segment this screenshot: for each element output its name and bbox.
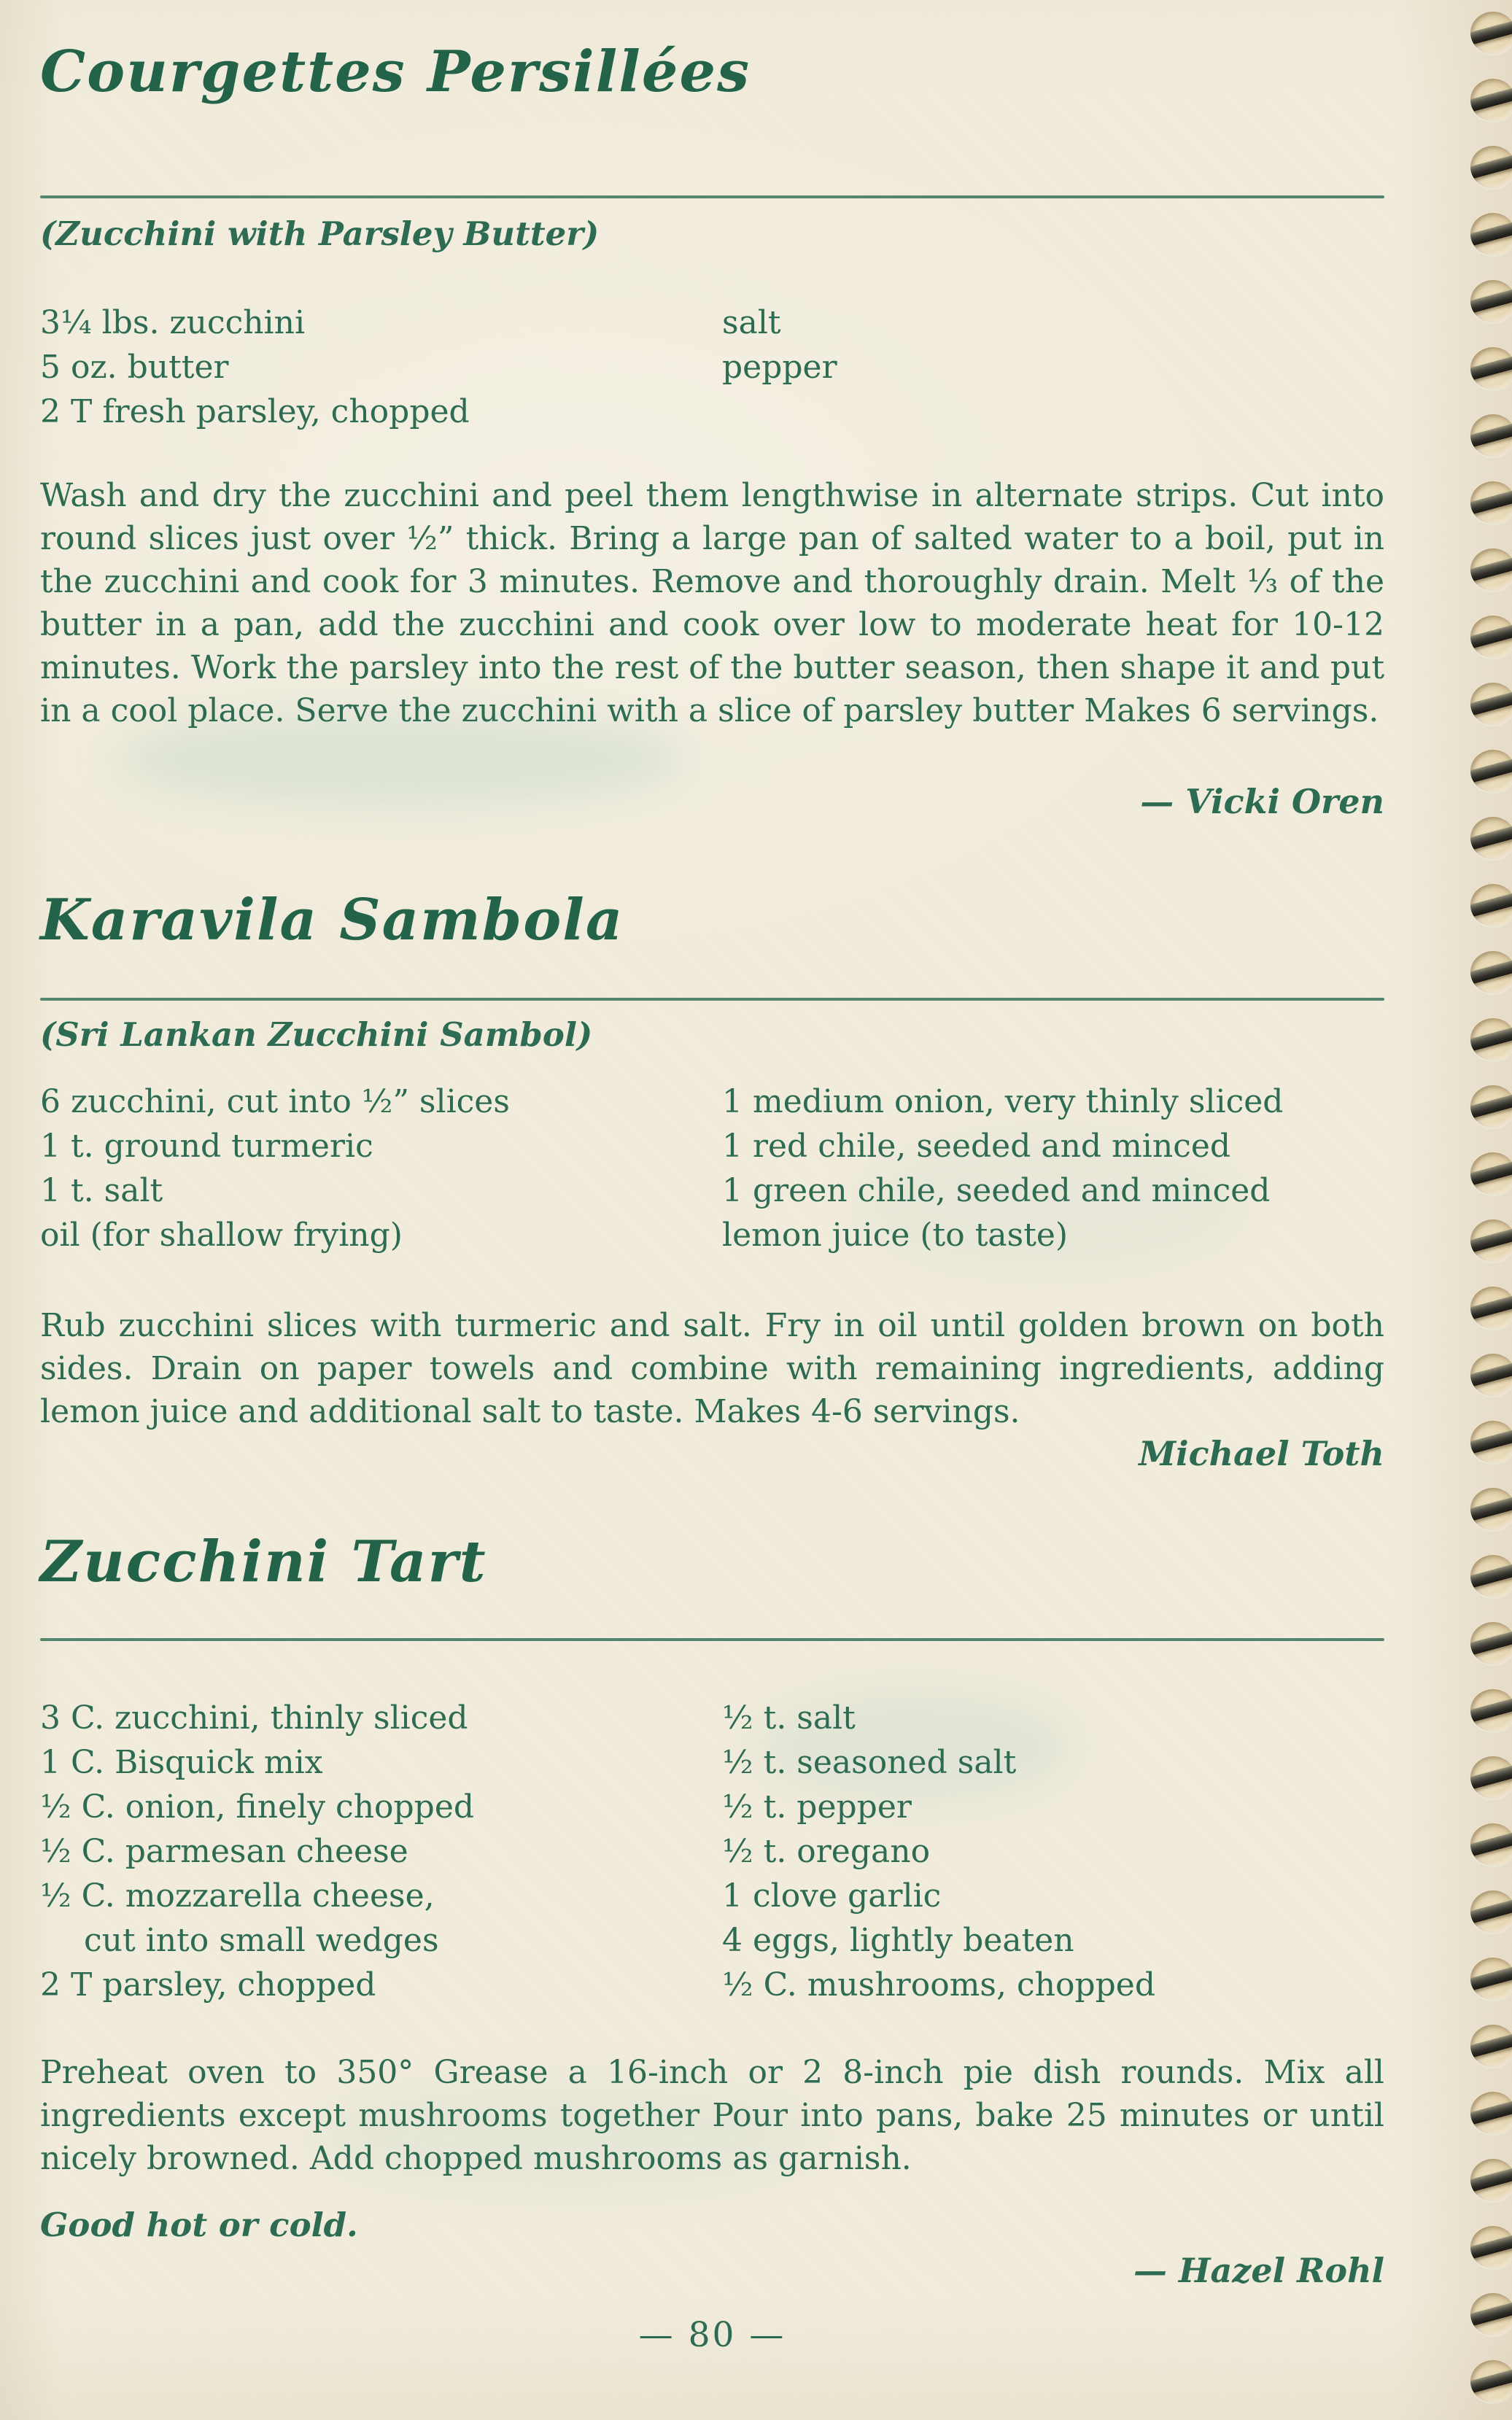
ingredient-line: 1 clove garlic [722,1877,942,1915]
recipe-2-attribution: Michael Toth [1139,1434,1384,1473]
binding-hole [1470,817,1512,859]
spiral-wire [1470,555,1512,583]
binding-hole [1470,750,1512,792]
ingredient-line: lemon juice (to taste) [722,1217,1069,1254]
ingredient-line: 1 red chile, seeded and minced [722,1128,1231,1165]
ingredient-line: 3¼ lbs. zucchini [40,304,306,341]
ingredient-line: ½ t. seasoned salt [722,1744,1017,1781]
spiral-wire [1470,2098,1512,2126]
spiral-wire [1470,1159,1512,1187]
spiral-wire [1470,1494,1512,1522]
recipe-1-title: Courgettes Persillées [40,39,751,105]
ingredient-line: oil (for shallow frying) [40,1217,403,1254]
recipe-2-ingredients-left-column [40,1079,722,1257]
spiral-wire [1470,1360,1512,1388]
spiral-wire [1470,488,1512,516]
binding-hole [1470,2159,1512,2201]
spiral-wire [1470,2300,1512,2327]
spiral-wire [1470,1696,1512,1723]
binding-hole [1470,2092,1512,2134]
binding-hole [1470,280,1512,322]
ingredient-line: 5 oz. butter [40,349,229,386]
binding-hole [1470,2025,1512,2067]
ingredient-line: ½ t. pepper [722,1788,912,1826]
recipe-2-ingredients-right-column [722,1079,1384,1257]
spiral-wire [1470,2233,1512,2260]
spiral-wire [1470,689,1512,717]
ingredient-line: pepper [722,349,837,386]
spiral-wire [1470,287,1512,314]
spiral-wire [1470,1092,1512,1120]
binding-hole [1470,213,1512,255]
page-number: — 80 — [638,2315,786,2355]
binding-hole [1470,1152,1512,1195]
binding-hole [1470,1890,1512,1933]
ingredient-line: ½ C. mushrooms, chopped [722,1966,1155,2004]
binding-hole [1470,951,1512,993]
binding-hole [1470,1756,1512,1799]
spiral-wire [1470,1562,1512,1589]
spiral-wire [1470,1763,1512,1791]
binding-hole [1470,79,1512,121]
recipe-3-divider-rule [40,1638,1384,1641]
binding-hole [1470,2360,1512,2402]
ingredient-line: 2 T parsley, chopped [40,1966,376,2004]
spiral-wire [1470,1629,1512,1656]
binding-hole [1470,2293,1512,2335]
ingredient-line: ½ t. salt [722,1699,856,1737]
recipe-1-instructions: Wash and dry the zucchini and peel them lengthwise in alternate strips. Cut into round slices just over ½” thick. Bring a large pan of salted water to a boil, put in the zucchini and cook for 3 minutes. Remove and thoroughly drain. Melt ⅓ of the butter in a pan, add the zucchini and cook over low to moderate heat for 10-12 minutes. Work the parsley into the rest of the butter season, then shape it and put in a cool place. Serve the zucchini with a slice of parsley butter Makes 6 servings. [40,477,1384,729]
ingredient-line: 3 C. zucchini, thinly sliced [40,1699,468,1737]
recipe-3-ingredients-right-column [722,1696,1384,2007]
ingredient-line: salt [722,304,781,341]
spiral-wire [1470,1427,1512,1455]
binding-hole [1470,1219,1512,1262]
binding-hole [1470,1555,1512,1597]
spiral-wire [1470,756,1512,784]
recipe-1-subtitle: (Zucchini with Parsley Butter) [40,214,600,253]
binding-hole [1470,1622,1512,1664]
spiral-wire [1470,1226,1512,1254]
spiral-wire [1470,1293,1512,1321]
binding-hole [1470,481,1512,524]
ingredient-line-continuation: cut into small wedges [84,1922,439,1959]
spiral-wire [1470,2031,1512,2059]
ingredient-line: 2 T fresh parsley, chopped [40,393,470,430]
recipe-1-ingredients [40,300,1384,434]
spiral-wire [1470,1830,1512,1858]
binding-hole [1470,414,1512,457]
recipe-3-ingredients-left-column [40,1696,722,2007]
recipe-2-divider-rule [40,998,1384,1001]
recipe-2-ingredients [40,1079,1384,1257]
recipe-1-ingredients-left-column [40,300,722,434]
page-edge-shading [1403,0,1512,2420]
binding-hole [1470,1421,1512,1463]
spiral-wire [1470,891,1512,918]
ingredient-line: 6 zucchini, cut into ½” slices [40,1083,510,1120]
ingredient-line: 1 C. Bisquick mix [40,1744,323,1781]
spiral-wire [1470,2165,1512,2193]
ingredient-line: ½ C. onion, finely chopped [40,1788,475,1826]
spiral-wire [1470,18,1512,46]
recipe-3-ingredients [40,1696,1384,2007]
binding-hole [1470,616,1512,658]
binding-hole [1470,1018,1512,1060]
binding-hole [1470,1354,1512,1396]
ingredient-line: 1 green chile, seeded and minced [722,1172,1271,1209]
ingredient-line: 1 t. ground turmeric [40,1128,373,1165]
binding-hole [1470,2226,1512,2268]
spiral-wire [1470,1025,1512,1052]
binding-hole [1470,548,1512,591]
ingredient-line: ½ C. mozzarella cheese, [40,1877,435,1915]
ingredient-line: ½ C. parmesan cheese [40,1833,408,1870]
binding-hole [1470,884,1512,926]
recipe-3-title: Zucchini Tart [40,1529,487,1595]
spiral-wire [1470,85,1512,113]
binding-hole [1470,1689,1512,1731]
recipe-3-attribution: — Hazel Rohl [1133,2251,1384,2290]
binding-hole [1470,1823,1512,1866]
binding-hole [1470,1958,1512,2000]
ingredient-line: 1 medium onion, very thinly sliced [722,1083,1284,1120]
recipe-1-divider-rule [40,195,1384,198]
recipe-1-attribution: — Vicki Oren [1140,782,1384,821]
binding-hole [1470,1488,1512,1530]
recipe-2-instructions: Rub zucchini slices with turmeric and salt. Fry in oil until golden brown on both sides. Drain on paper towels and combine with remaining ingredients, adding lemon juice and additional salt to taste. Makes 4-6 servings. [40,1307,1384,1430]
spiral-wire [1470,622,1512,650]
spiral-wire [1470,1964,1512,1992]
spiral-wire [1470,421,1512,449]
binding-hole [1470,683,1512,725]
spiral-wire [1470,220,1512,247]
binding-hole [1470,347,1512,389]
ingredient-line: 1 t. salt [40,1172,163,1209]
binding-hole [1470,146,1512,188]
ingredient-line: 4 eggs, lightly beaten [722,1922,1074,1959]
spiral-wire [1470,823,1512,851]
binding-hole [1470,1085,1512,1128]
recipe-1-ingredients-right-column [722,300,1384,434]
spiral-wire [1470,958,1512,985]
spiral-wire [1470,354,1512,381]
recipe-2-title: Karavila Sambola [40,887,624,953]
recipe-3-note: Good hot or cold. [40,2206,358,2244]
recipe-3-instructions: Preheat oven to 350° Grease a 16-inch or 2 8-inch pie dish rounds. Mix all ingredients except mushrooms together Pour into pans, bake 25 minutes or until nicely browned. Add chopped mushrooms as garnish. [40,2054,1384,2177]
ingredient-line: ½ t. oregano [722,1833,931,1870]
binding-hole [1470,1287,1512,1329]
spiral-wire [1470,2367,1512,2394]
recipe-2-subtitle: (Sri Lankan Zucchini Sambol) [40,1015,593,1054]
binding-hole [1470,12,1512,54]
spiral-wire [1470,152,1512,180]
spiral-wire [1470,1897,1512,1925]
